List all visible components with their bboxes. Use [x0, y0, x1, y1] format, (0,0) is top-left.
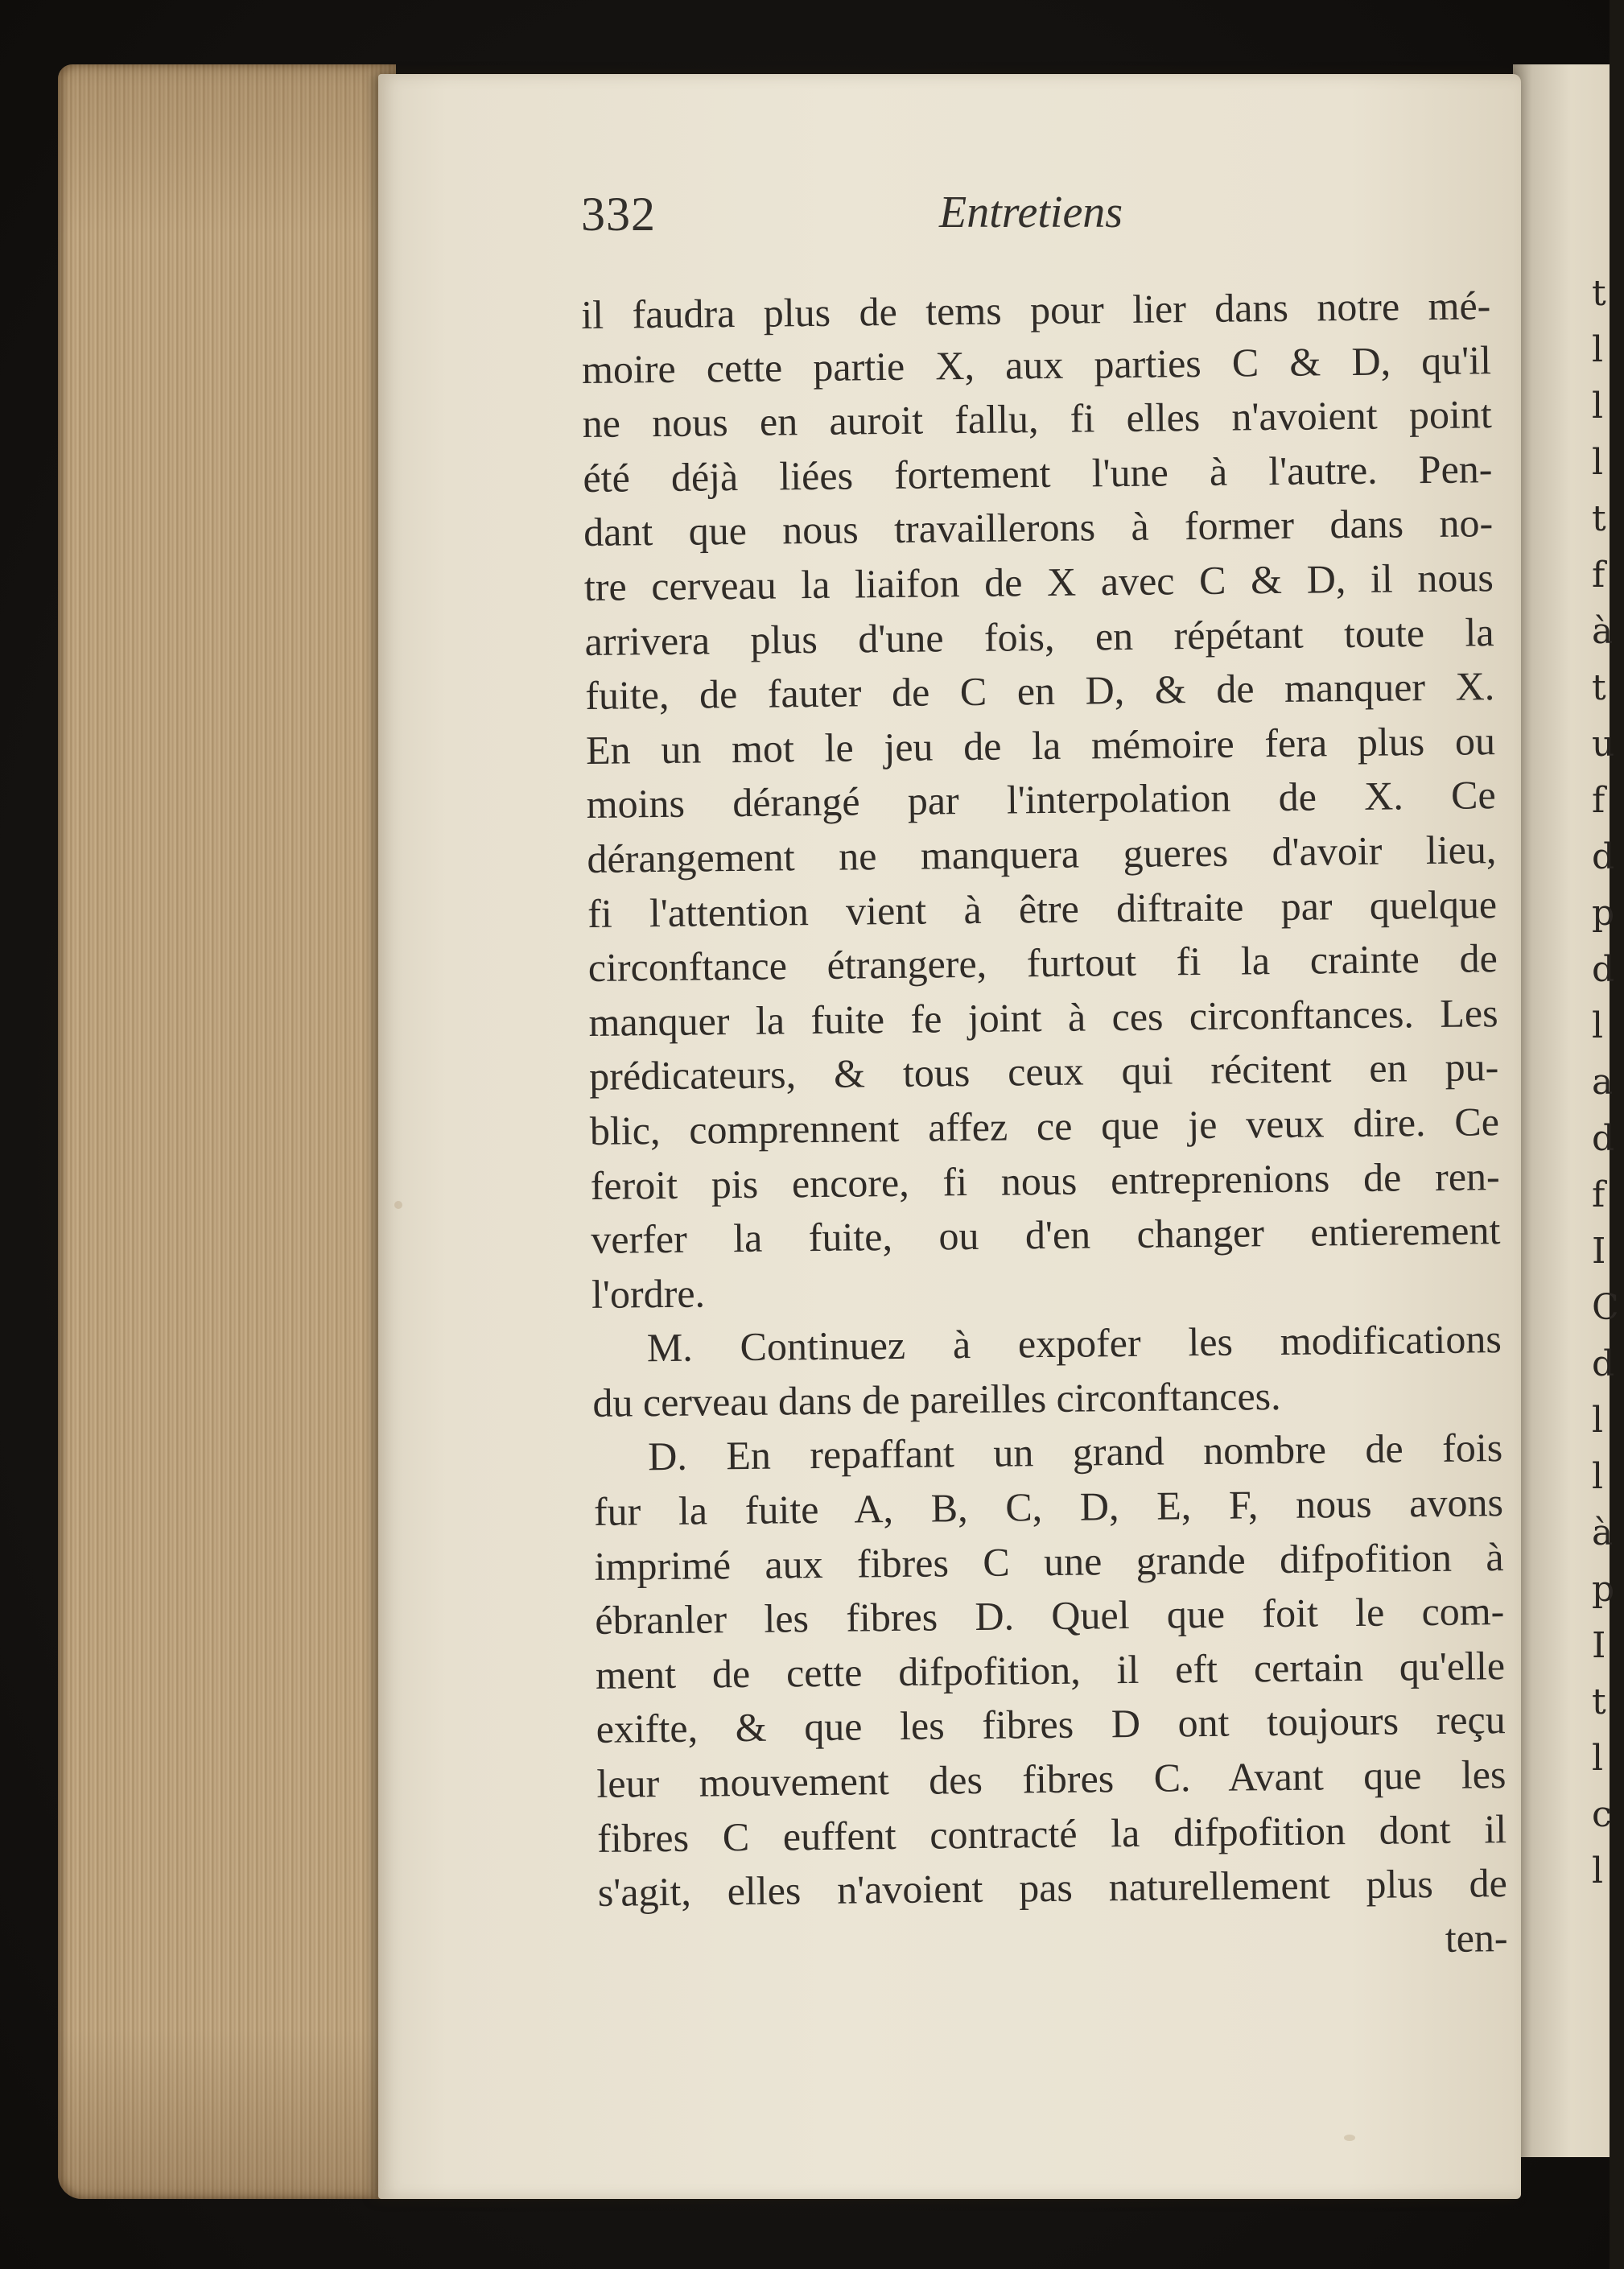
text-line: M. Continuez à expofer les modifications	[646, 1316, 1502, 1371]
text-line: dant que nous travaillerons à former dans no-	[583, 500, 1494, 555]
text-line: moire cette partie X, aux parties C & D, qu'il	[581, 336, 1492, 392]
text-line: s'agit, elles n'avoient pas naturellement plus de	[597, 1860, 1508, 1916]
text-line: arrivera plus d'une fois, en répétant toute la	[584, 609, 1494, 664]
following-page-letters: t l l l t f à t u f d p d l a d f I C d l l à p I t l c l	[1592, 273, 1619, 1892]
text-line: verfer la fuite, ou d'en changer entierement	[591, 1207, 1501, 1263]
text-line: tre cerveau la liaifon de X avec C & D, il nous	[583, 555, 1494, 609]
page-block-edges	[58, 64, 396, 2199]
text-line: fur la fuite A, B, C, D, E, F, nous avons	[593, 1479, 1504, 1534]
text-line: leur mouvement des fibres C. Avant que les	[596, 1751, 1507, 1806]
text-line: du cerveau dans de pareilles circonftances.	[592, 1372, 1281, 1425]
following-page-edge	[1513, 64, 1619, 2157]
running-title: Entretiens	[939, 188, 1123, 237]
text-line: exifte, & que les fibres D ont toujours reçu	[596, 1697, 1506, 1752]
text-line: imprimé aux fibres C une grande difpofition à	[594, 1533, 1504, 1589]
text-line: été déjà liées fortement l'une à l'autre. Pen-	[583, 445, 1493, 501]
catchword: ten-	[1445, 1914, 1508, 1961]
text-line: fuite, de fauter de C en D, & de manquer X.	[585, 663, 1495, 719]
text-line: fibres C euffent contracté la difpofition dont il	[596, 1805, 1507, 1861]
text-line: ne nous en auroit fallu, fi elles n'avoient point	[582, 391, 1492, 447]
text-line: circonftance étrangere, furtout fi la crainte de	[587, 935, 1498, 991]
page-number: 332	[581, 188, 656, 241]
text-line: D. En repaffant un grand nombre de fois	[647, 1425, 1503, 1479]
text-line: l'ordre.	[591, 1270, 706, 1317]
text-line: il faudra plus de tems pour lier dans notre mé-	[581, 283, 1491, 337]
text-line: moins dérangé par l'interpolation de X. Ce	[586, 772, 1496, 827]
text-line: blic, comprennent affez ce que je veux dire. Ce	[589, 1099, 1500, 1153]
text-line: En un mot le jeu de la mémoire fera plus ou	[585, 717, 1496, 773]
text-line: ébranler les fibres D. Quel que foit le com-	[595, 1588, 1505, 1644]
page-text	[581, 278, 1508, 1974]
text-line: dérangement ne manquera gueres d'avoir lieu,	[587, 827, 1497, 881]
text-line: fi l'attention vient à être diftraite par quelque	[587, 881, 1498, 936]
running-header	[581, 187, 1490, 243]
text-line: prédicateurs, & tous ceux qui récitent en pu-	[588, 1044, 1499, 1099]
text-line: ment de cette difpofition, il eft certain qu'elle	[595, 1642, 1506, 1698]
text-line: manquer la fuite fe joint à ces circonftances. Les	[588, 989, 1498, 1045]
text-line: feroit pis encore, fi nous entreprenions de ren-	[590, 1153, 1500, 1208]
